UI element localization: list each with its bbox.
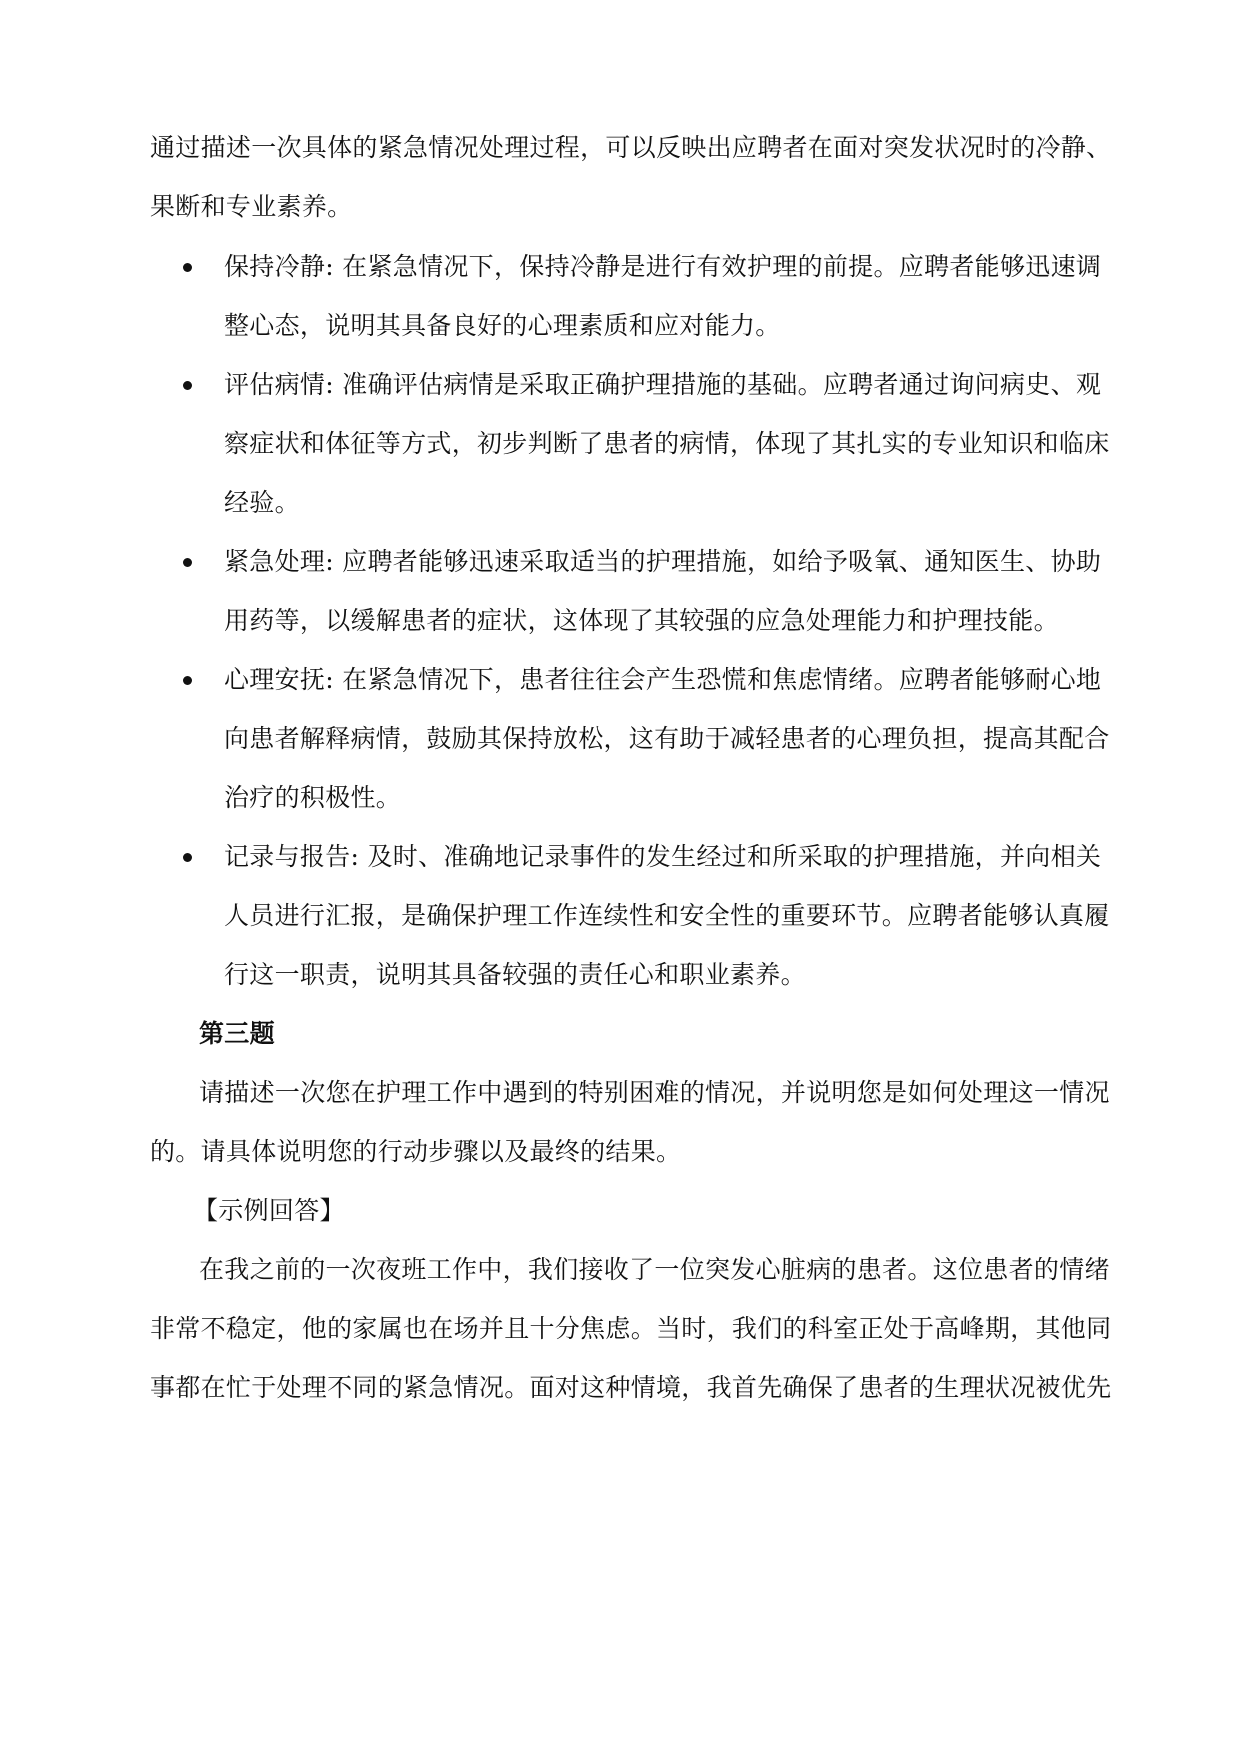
bullet-3-line-2: 用药等，以缓解患者的症状，这体现了其较强的应急处理能力和护理技能。 — [224, 606, 1059, 635]
bullet-dot-5 — [183, 853, 192, 862]
bullet-dot-4 — [183, 676, 192, 685]
bullet-2-line-3: 经验。 — [224, 488, 300, 517]
example-answer-label: 【示例回答】 — [193, 1196, 345, 1225]
bullet-1-line-2: 整心态，说明其具备良好的心理素质和应对能力。 — [224, 311, 781, 340]
bullet-dot-3 — [183, 558, 192, 567]
bullet-3-line-1: 紧急处理: 应聘者能够迅速采取适当的护理措施，如给予吸氧、通知医生、协助 — [224, 547, 1102, 576]
bullet-2-line-1: 评估病情: 准确评估病情是采取正确护理措施的基础。应聘者通过询问病史、观 — [224, 370, 1102, 399]
bullet-4-line-1: 心理安抚: 在紧急情况下，患者往往会产生恐慌和焦虑情绪。应聘者能够耐心地 — [224, 665, 1102, 694]
bullet-5-line-3: 行这一职责，说明其具备较强的责任心和职业素养。 — [224, 960, 806, 989]
section-heading: 第三题 — [199, 1019, 275, 1048]
bullet-5-line-2: 人员进行汇报，是确保护理工作连续性和安全性的重要环节。应聘者能够认真履 — [224, 901, 1110, 930]
bullet-2-line-2: 察症状和体征等方式，初步判断了患者的病情，体现了其扎实的专业知识和临床 — [224, 429, 1110, 458]
bullet-4-line-3: 治疗的积极性。 — [224, 783, 402, 812]
answer-line-1: 在我之前的一次夜班工作中，我们接收了一位突发心脏病的患者。这位患者的情绪 — [199, 1255, 1110, 1284]
question-line-2: 的。请具体说明您的行动步骤以及最终的结果。 — [150, 1137, 682, 1166]
intro-line-2: 果断和专业素养。 — [150, 192, 353, 221]
answer-line-2: 非常不稳定，他的家属也在场并且十分焦虑。当时，我们的科室正处于高峰期，其他同 — [150, 1314, 1112, 1343]
question-line-1: 请描述一次您在护理工作中遇到的特别困难的情况，并说明您是如何处理这一情况 — [199, 1078, 1110, 1107]
intro-line-1: 通过描述一次具体的紧急情况处理过程，可以反映出应聘者在面对突发状况时的冷静、 — [150, 133, 1112, 162]
answer-line-3: 事都在忙于处理不同的紧急情况。面对这种情境，我首先确保了患者的生理状况被优先 — [150, 1373, 1112, 1402]
bullet-dot-1 — [183, 263, 192, 272]
bullet-4-line-2: 向患者解释病情，鼓励其保持放松，这有助于减轻患者的心理负担，提高其配合 — [224, 724, 1110, 753]
bullet-dot-2 — [183, 381, 192, 390]
bullet-1-line-1: 保持冷静: 在紧急情况下，保持冷静是进行有效护理的前提。应聘者能够迅速调 — [224, 252, 1102, 281]
bullet-5-line-1: 记录与报告: 及时、准确地记录事件的发生经过和所采取的护理措施，并向相关 — [224, 842, 1102, 871]
